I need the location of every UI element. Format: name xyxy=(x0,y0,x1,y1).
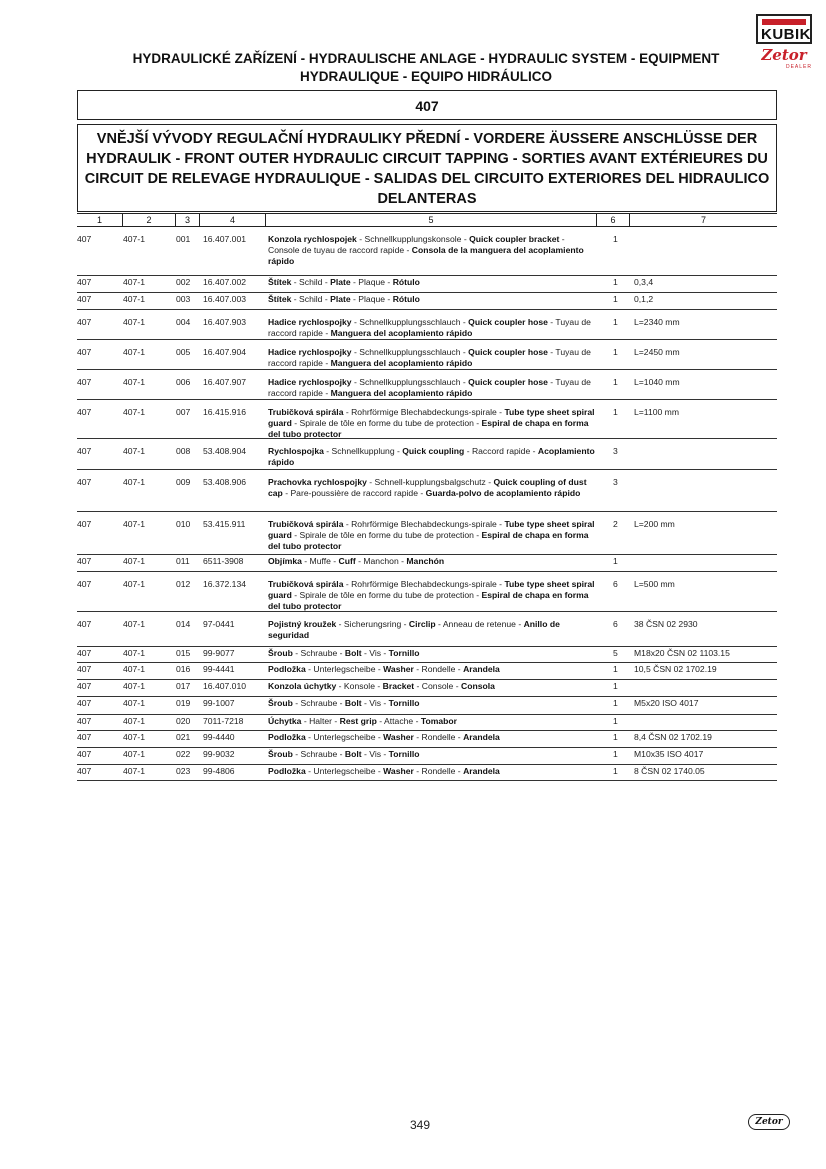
description-es: Acoplamiento rápido xyxy=(268,446,595,467)
position-cell: 020 xyxy=(176,716,191,726)
note-cell: 10,5 ČSN 02 1702.19 xyxy=(634,664,717,674)
table-row xyxy=(77,226,777,276)
description-es: Arandela xyxy=(463,766,500,776)
description-es: Arandela xyxy=(463,664,500,674)
quantity-cell: 1 xyxy=(613,294,618,304)
description-cell xyxy=(268,446,596,468)
position-cell: 019 xyxy=(176,698,191,708)
description-desc: - Schraube - xyxy=(292,749,345,759)
description-es: Tornillo xyxy=(388,698,420,708)
description-name: Šroub xyxy=(268,749,293,759)
description-desc: - Schnellkupplungsschlauch - xyxy=(351,347,469,357)
page-title-line-2: HYDRAULIQUE - EQUIPO HIDRÁULICO xyxy=(299,69,552,84)
description-name: Trubičková spirála xyxy=(268,579,344,589)
group-cell: 407 xyxy=(77,347,92,357)
table-row xyxy=(77,747,777,765)
table-row xyxy=(77,469,777,512)
quantity-cell: 1 xyxy=(613,716,618,726)
description-desc: - Rohrförmige Blechabdeckungs-spirale - xyxy=(343,407,505,417)
group-cell: 407 xyxy=(77,407,92,417)
group-cell: 407 xyxy=(77,619,92,629)
description-desc: - Sicherungsring - xyxy=(336,619,409,629)
figure-cell: 407-1 xyxy=(123,317,145,327)
description-es: Manguera del acoplamiento rápido xyxy=(330,388,473,398)
section-title-line-1: VNĚJŠÍ VÝVODY REGULAČNÍ HYDRAULIKY PŘEDNÍ - VORDERE ÄUSSERE ANSCHLÜSSE DER xyxy=(96,131,758,147)
description-desc: - Unterlegscheibe - xyxy=(305,766,384,776)
description-en: Tube type sheet spiral guard xyxy=(268,407,595,428)
page-title-line-1: HYDRAULICKÉ ZAŘÍZENÍ - HYDRAULISCHE ANLAGE - HYDRAULIC SYSTEM - EQUIPMENT xyxy=(132,51,720,66)
description-cell xyxy=(268,716,596,727)
description-name: Trubičková spirála xyxy=(268,407,344,417)
description-desc2: - Plaque - xyxy=(350,277,393,287)
note-cell: L=2450 mm xyxy=(634,347,680,357)
column-header-1: 1 xyxy=(77,214,123,226)
description-cell xyxy=(268,556,596,567)
description-es: Manchón xyxy=(406,556,445,566)
quantity-cell: 3 xyxy=(613,477,618,487)
description-name: Rychlospojka xyxy=(268,446,324,456)
part-number-cell: 99-1007 xyxy=(203,698,235,708)
description-es: Manguera del acoplamiento rápido xyxy=(330,358,473,368)
quantity-cell: 1 xyxy=(613,317,618,327)
figure-cell: 407-1 xyxy=(123,766,145,776)
description-en: Bolt xyxy=(344,749,362,759)
description-desc2: - Tuyau de raccord rapide - xyxy=(268,317,591,338)
description-cell xyxy=(268,234,596,267)
description-en: Bolt xyxy=(344,648,362,658)
part-number-cell: 99-9077 xyxy=(203,648,235,658)
position-cell: 006 xyxy=(176,377,191,387)
footer-zetor-logo: Zetor xyxy=(748,1114,790,1130)
group-cell: 407 xyxy=(77,579,92,589)
group-cell: 407 xyxy=(77,648,92,658)
description-desc2: - Console de tuyau de raccord rapide - xyxy=(268,234,565,255)
description-desc2: - Tuyau de raccord rapide - xyxy=(268,347,591,368)
figure-cell: 407-1 xyxy=(123,477,145,487)
description-es: Tornillo xyxy=(388,648,420,658)
figure-cell: 407-1 xyxy=(123,698,145,708)
quantity-cell: 1 xyxy=(613,749,618,759)
description-cell xyxy=(268,347,596,369)
section-title-line-4: DELANTERAS xyxy=(377,191,477,207)
description-desc2: - Attache - xyxy=(376,716,421,726)
note-cell: L=200 mm xyxy=(634,519,675,529)
description-en: Quick coupler hose xyxy=(468,347,548,357)
figure-cell: 407-1 xyxy=(123,664,145,674)
group-cell: 407 xyxy=(77,377,92,387)
note-cell: L=2340 mm xyxy=(634,317,680,327)
part-number-cell: 99-4806 xyxy=(203,766,235,776)
description-cell xyxy=(268,277,596,288)
quantity-cell: 1 xyxy=(613,234,618,244)
description-en: Tube type sheet spiral guard xyxy=(268,519,595,540)
description-desc2: - Pare-poussière de raccord rapide - xyxy=(282,488,426,498)
description-name: Štítek xyxy=(268,294,292,304)
description-es: Rótulo xyxy=(392,277,420,287)
table-row xyxy=(77,730,777,748)
table-row xyxy=(77,438,777,470)
figure-cell: 407-1 xyxy=(123,749,145,759)
page-number: 349 xyxy=(409,1118,431,1132)
group-cell: 407 xyxy=(77,556,92,566)
description-desc: - Schild - xyxy=(291,294,331,304)
description-cell xyxy=(268,407,596,440)
description-desc2: - Tuyau de raccord rapide - xyxy=(268,377,591,398)
note-cell: 8,4 ČSN 02 1702.19 xyxy=(634,732,712,742)
description-en: Cuff xyxy=(338,556,356,566)
note-cell: M18x20 ČSN 02 1103.15 xyxy=(634,648,730,658)
description-cell xyxy=(268,317,596,339)
quantity-cell: 1 xyxy=(613,664,618,674)
position-cell: 003 xyxy=(176,294,191,304)
part-number-cell: 16.407.907 xyxy=(203,377,247,387)
part-number-cell: 16.415.916 xyxy=(203,407,247,417)
kubik-zetor-logo xyxy=(756,14,812,76)
description-es: Consola xyxy=(460,681,495,691)
note-cell: 0,1,2 xyxy=(634,294,654,304)
position-cell: 008 xyxy=(176,446,191,456)
quantity-cell: 1 xyxy=(613,732,618,742)
description-es: Arandela xyxy=(463,732,500,742)
note-cell: M10x35 ISO 4017 xyxy=(634,749,704,759)
note-cell: M5x20 ISO 4017 xyxy=(634,698,699,708)
note-cell: L=1100 mm xyxy=(634,407,679,417)
group-code-box: 407 xyxy=(77,90,777,120)
description-es: Guarda-polvo de acoplamiento rápido xyxy=(425,488,581,498)
group-cell: 407 xyxy=(77,749,92,759)
description-desc: - Schnellkupplungsschlauch - xyxy=(351,317,469,327)
description-desc2: - Vis - xyxy=(361,698,389,708)
table-row xyxy=(77,511,777,555)
description-desc: - Rohrförmige Blechabdeckungs-spirale - xyxy=(343,519,505,529)
description-name: Trubičková spirála xyxy=(268,519,344,529)
column-header-3: 3 xyxy=(176,214,200,226)
group-cell: 407 xyxy=(77,732,92,742)
description-en: Washer xyxy=(383,766,414,776)
description-en: Plate xyxy=(330,294,351,304)
description-cell xyxy=(268,648,596,659)
description-desc: - Unterlegscheibe - xyxy=(305,664,384,674)
table-row xyxy=(77,696,777,715)
quantity-cell: 1 xyxy=(613,347,618,357)
group-cell: 407 xyxy=(77,698,92,708)
description-en: Quick coupling of dust cap xyxy=(268,477,587,498)
description-es: Espiral de chapa en forma del tubo protector xyxy=(268,590,589,611)
description-en: Circlip xyxy=(408,619,436,629)
table-row xyxy=(77,399,777,439)
description-desc: - Schraube - xyxy=(292,648,345,658)
description-desc2: - Rondelle - xyxy=(413,732,464,742)
description-en: Quick coupler hose xyxy=(468,317,548,327)
part-number-cell: 16.372.134 xyxy=(203,579,247,589)
description-desc: - Muffe - xyxy=(301,556,339,566)
description-cell xyxy=(268,519,596,552)
description-desc2: - Vis - xyxy=(361,749,389,759)
description-desc2: - Plaque - xyxy=(350,294,393,304)
figure-cell: 407-1 xyxy=(123,347,145,357)
description-cell xyxy=(268,477,596,499)
quantity-cell: 1 xyxy=(613,407,618,417)
description-name: Prachovka rychlospojky xyxy=(268,477,367,487)
quantity-cell: 1 xyxy=(613,377,618,387)
figure-cell: 407-1 xyxy=(123,681,145,691)
table-row xyxy=(77,646,777,663)
position-cell: 007 xyxy=(176,407,191,417)
description-cell xyxy=(268,377,596,399)
description-cell xyxy=(268,664,596,675)
part-number-cell: 16.407.002 xyxy=(203,277,247,287)
quantity-cell: 1 xyxy=(613,681,618,691)
group-cell: 407 xyxy=(77,519,92,529)
part-number-cell: 53.415.911 xyxy=(203,519,246,529)
description-cell xyxy=(268,698,596,709)
description-desc: - Halter - xyxy=(301,716,340,726)
description-desc2: - Raccord rapide - xyxy=(464,446,538,456)
column-header-7: 7 xyxy=(700,215,706,225)
description-en: Quick coupler hose xyxy=(468,377,548,387)
description-es: Anillo de seguridad xyxy=(268,619,560,640)
group-cell: 407 xyxy=(77,294,92,304)
description-desc: - Schnell-kupplungsbalgschutz - xyxy=(366,477,494,487)
note-cell: 8 ČSN 02 1740.05 xyxy=(634,766,705,776)
description-name: Hadice rychlospojky xyxy=(268,347,352,357)
description-desc: - Schild - xyxy=(291,277,331,287)
note-cell: 38 ČSN 02 2930 xyxy=(634,619,698,629)
position-cell: 017 xyxy=(176,681,191,691)
group-cell: 407 xyxy=(77,317,92,327)
column-header-5: 5 xyxy=(266,214,597,226)
part-number-cell: 6511-3908 xyxy=(203,556,244,566)
description-desc: - Schnellkupplungsschlauch - xyxy=(351,377,469,387)
quantity-cell: 3 xyxy=(613,446,618,456)
position-cell: 022 xyxy=(176,749,191,759)
group-cell: 407 xyxy=(77,681,92,691)
position-cell: 002 xyxy=(176,277,191,287)
position-cell: 016 xyxy=(176,664,191,674)
description-cell xyxy=(268,619,596,641)
description-name: Hadice rychlospojky xyxy=(268,377,352,387)
table-row xyxy=(77,679,777,697)
position-cell: 001 xyxy=(176,234,191,244)
figure-cell: 407-1 xyxy=(123,407,145,417)
description-name: Hadice rychlospojky xyxy=(268,317,352,327)
table-row xyxy=(77,292,777,310)
group-cell: 407 xyxy=(77,234,92,244)
group-cell: 407 xyxy=(77,277,92,287)
figure-cell: 407-1 xyxy=(123,648,145,658)
position-cell: 015 xyxy=(176,648,191,658)
position-cell: 011 xyxy=(176,556,190,566)
kubik-logo-box xyxy=(756,14,812,44)
group-cell: 407 xyxy=(77,716,92,726)
figure-cell: 407-1 xyxy=(123,716,145,726)
description-name: Štítek xyxy=(268,277,292,287)
description-es: Consola de la manguera del acoplamiento rápido xyxy=(268,245,584,266)
description-es: Espiral de chapa en forma del tubo protector xyxy=(268,418,589,439)
description-es: Tomabor xyxy=(420,716,457,726)
description-cell xyxy=(268,294,596,305)
description-name: Šroub xyxy=(268,648,293,658)
table-row xyxy=(77,369,777,400)
description-es: Rótulo xyxy=(392,294,420,304)
part-number-cell: 16.407.001 xyxy=(203,234,247,244)
group-cell: 407 xyxy=(77,446,92,456)
zetor-logo-text: Zetor xyxy=(761,46,807,64)
figure-cell: 407-1 xyxy=(123,579,145,589)
note-cell: L=1040 mm xyxy=(634,377,680,387)
section-title-line-2: HYDRAULIK - FRONT OUTER HYDRAULIC CIRCUIT TAPPING - SORTIES AVANT EXTÉRIEURES DU xyxy=(86,151,768,167)
part-number-cell: 99-9032 xyxy=(203,749,235,759)
description-desc: - Konsole - xyxy=(336,681,383,691)
description-desc2: - Console - xyxy=(414,681,461,691)
part-number-cell: 16.407.003 xyxy=(203,294,247,304)
description-desc: - Schnellkupplungskonsole - xyxy=(356,234,470,244)
quantity-cell: 1 xyxy=(613,766,618,776)
group-cell: 407 xyxy=(77,664,92,674)
description-desc2: - Manchon - xyxy=(355,556,407,566)
part-number-cell: 16.407.010 xyxy=(203,681,247,691)
description-cell xyxy=(268,681,596,692)
description-en: Washer xyxy=(383,664,414,674)
table-row xyxy=(77,611,777,647)
description-name: Šroub xyxy=(268,698,293,708)
part-number-cell: 99-4440 xyxy=(203,732,235,742)
figure-cell: 407-1 xyxy=(123,377,145,387)
description-name: Úchytka xyxy=(268,716,302,726)
description-en: Quick coupling xyxy=(402,446,465,456)
table-row xyxy=(77,714,777,731)
description-name: Konzola rychlospojek xyxy=(268,234,357,244)
note-cell: L=500 mm xyxy=(634,579,675,589)
description-name: Pojistný kroužek xyxy=(268,619,337,629)
kubik-logo-stripe xyxy=(762,19,806,25)
dealer-logo-text: DEALER xyxy=(785,64,812,70)
part-number-cell: 16.407.904 xyxy=(203,347,247,357)
description-cell xyxy=(268,732,596,743)
description-es: Espiral de chapa en forma del tubo protector xyxy=(268,530,589,551)
description-desc2: - Spirale de tôle en forme du tube de protection - xyxy=(291,418,482,428)
description-desc2: - Rondelle - xyxy=(413,664,464,674)
position-cell: 010 xyxy=(176,519,191,529)
table-row xyxy=(77,764,777,781)
table-row xyxy=(77,339,777,370)
figure-cell: 407-1 xyxy=(123,732,145,742)
section-title-box xyxy=(77,124,777,212)
figure-cell: 407-1 xyxy=(123,556,145,566)
description-desc2: - Rondelle - xyxy=(413,766,464,776)
description-en: Bolt xyxy=(344,698,362,708)
description-cell xyxy=(268,766,596,777)
description-name: Podložka xyxy=(268,766,306,776)
table-row xyxy=(77,275,777,293)
table-row xyxy=(77,662,777,680)
table-row xyxy=(77,571,777,612)
figure-cell: 407-1 xyxy=(123,619,145,629)
position-cell: 004 xyxy=(176,317,191,327)
kubik-logo-text: KUBIK xyxy=(761,26,811,43)
position-cell: 021 xyxy=(176,732,191,742)
quantity-cell: 5 xyxy=(613,648,618,658)
part-number-cell: 53.408.904 xyxy=(203,446,247,456)
column-header-4: 4 xyxy=(200,214,266,226)
description-en: Quick coupler bracket xyxy=(469,234,560,244)
figure-cell: 407-1 xyxy=(123,446,145,456)
description-name: Podložka xyxy=(268,732,306,742)
description-en: Rest grip xyxy=(339,716,377,726)
section-title-line-3: CIRCUIT DE RELEVAGE HYDRAULIQUE - SALIDAS DEL CIRCUITO EXTERIORES DEL HIDRAULICO xyxy=(84,171,770,187)
description-desc2: - Spirale de tôle en forme du tube de protection - xyxy=(291,590,482,600)
description-en: Bracket xyxy=(382,681,415,691)
part-number-cell: 7011-7218 xyxy=(203,716,244,726)
description-es: Tornillo xyxy=(388,749,420,759)
figure-cell: 407-1 xyxy=(123,294,145,304)
part-number-cell: 97-0441 xyxy=(203,619,235,629)
description-desc: - Schraube - xyxy=(292,698,345,708)
figure-cell: 407-1 xyxy=(123,277,145,287)
description-en: Washer xyxy=(383,732,414,742)
description-desc: - Unterlegscheibe - xyxy=(305,732,384,742)
table-column-header xyxy=(77,213,777,227)
quantity-cell: 1 xyxy=(613,698,618,708)
table-row xyxy=(77,309,777,340)
description-name: Objímka xyxy=(268,556,302,566)
quantity-cell: 1 xyxy=(613,277,618,287)
description-en: Plate xyxy=(330,277,351,287)
figure-cell: 407-1 xyxy=(123,519,145,529)
figure-cell: 407-1 xyxy=(123,234,145,244)
description-es: Manguera del acoplamiento rápido xyxy=(330,328,473,338)
note-cell: 0,3,4 xyxy=(634,277,654,287)
column-header-6: 6 xyxy=(597,214,630,226)
page-title xyxy=(96,50,756,86)
group-cell: 407 xyxy=(77,477,92,487)
description-desc2: - Spirale de tôle en forme du tube de protection - xyxy=(291,530,482,540)
description-desc2: - Vis - xyxy=(361,648,389,658)
column-header-2: 2 xyxy=(123,214,176,226)
part-number-cell: 99-4441 xyxy=(203,664,235,674)
description-desc: - Schnellkupplung - xyxy=(323,446,403,456)
quantity-cell: 2 xyxy=(613,519,618,529)
part-number-cell: 16.407.903 xyxy=(203,317,247,327)
description-name: Konzola úchytky xyxy=(268,681,337,691)
position-cell: 014 xyxy=(176,619,191,629)
position-cell: 012 xyxy=(176,579,191,589)
position-cell: 009 xyxy=(176,477,191,487)
table-row xyxy=(77,554,777,572)
quantity-cell: 6 xyxy=(613,619,618,629)
position-cell: 023 xyxy=(176,766,191,776)
description-desc2: - Anneau de retenue - xyxy=(435,619,524,629)
description-en: Tube type sheet spiral guard xyxy=(268,579,595,600)
quantity-cell: 6 xyxy=(613,579,618,589)
description-name: Podložka xyxy=(268,664,306,674)
description-cell xyxy=(268,749,596,760)
quantity-cell: 1 xyxy=(613,556,618,566)
part-number-cell: 53.408.906 xyxy=(203,477,247,487)
group-cell: 407 xyxy=(77,766,92,776)
description-desc: - Rohrförmige Blechabdeckungs-spirale - xyxy=(343,579,505,589)
position-cell: 005 xyxy=(176,347,191,357)
description-cell xyxy=(268,579,596,612)
